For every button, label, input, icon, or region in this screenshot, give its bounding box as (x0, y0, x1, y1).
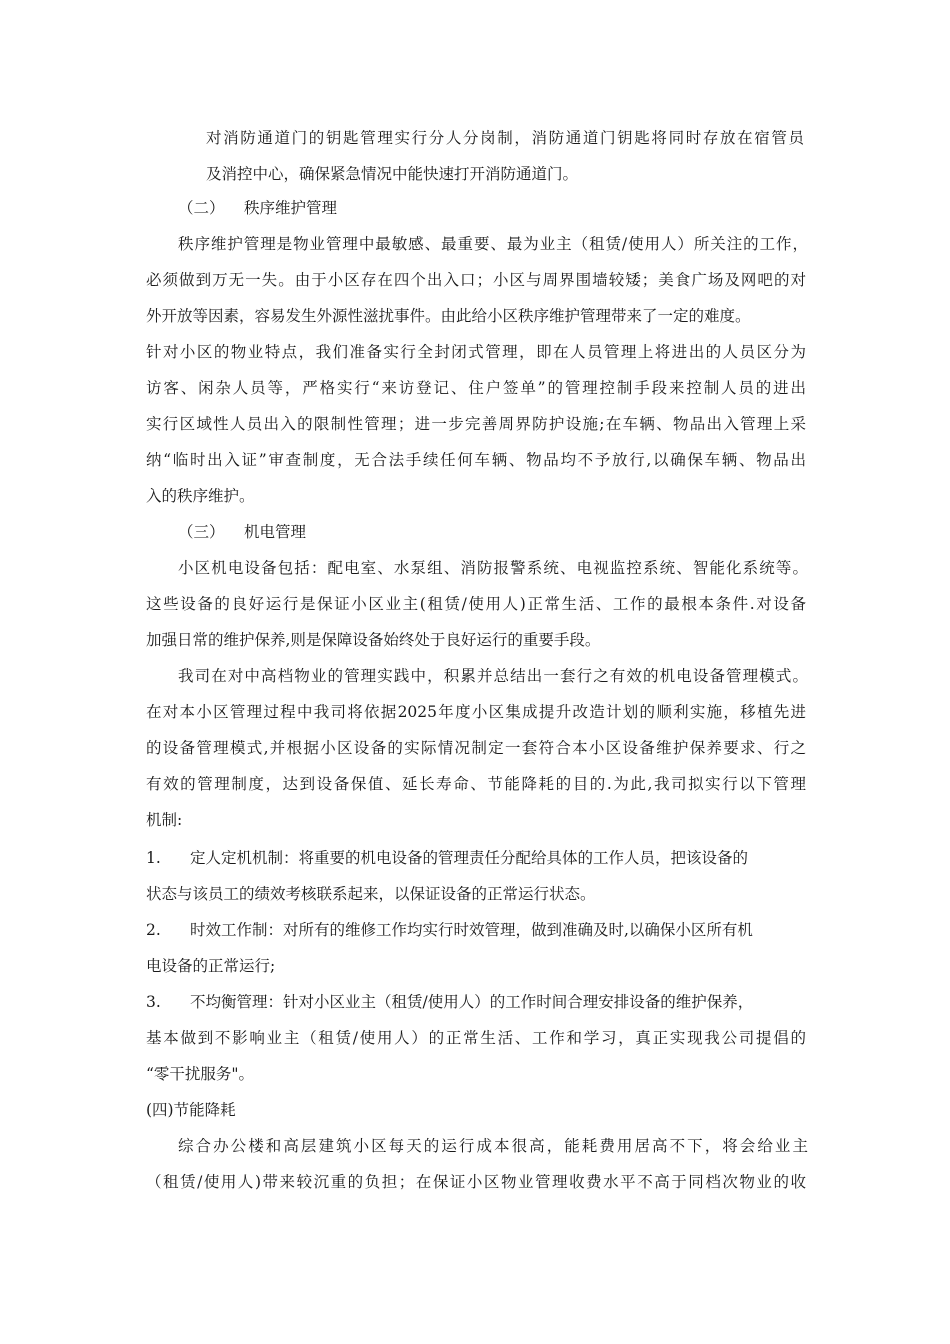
body-line: 在对本小区管理过程中我司将依据2025年度小区集成提升改造计划的顺利实施，移植先进 (146, 703, 806, 721)
body-line: 访客、闲杂人员等，严格实行“来访登记、住户签单”的管理控制手段来控制人员的进出 (146, 379, 806, 397)
list-text: 定人定机机制：将重要的机电设备的管理责任分配给具体的工作人员，把该设备的 (190, 849, 749, 867)
body-line: 我司在对中高档物业的管理实践中，积累并总结出一套行之有效的机电设备管理模式。 (178, 667, 808, 685)
body-line: 纳“临时出入证”审查制度，无合法手续任何车辆、物品均不予放行,以确保车辆、物品出 (146, 451, 806, 469)
body-line: 必须做到万无一失。由于小区存在四个出入口；小区与周界围墙较矮；美食广场及网吧的对 (146, 271, 806, 289)
section-heading-2 (178, 198, 337, 218)
section-heading-3 (178, 522, 306, 542)
body-line: 及消控中心，确保紧急情况中能快速打开消防通道门。 (206, 165, 579, 183)
body-line: 加强日常的维护保养,则是保障设备始终处于良好运行的重要手段。 (146, 631, 601, 649)
section-title: 机电管理 (244, 523, 307, 541)
list-text: 不均衡管理：针对小区业主（租赁/使用人）的工作时间合理安排设备的维护保养， (190, 993, 754, 1011)
list-item-3 (146, 992, 806, 1012)
list-number: 2. (146, 921, 161, 939)
body-line: 对消防通道门的钥匙管理实行分人分岗制，消防通道门钥匙将同时存放在宿管员 (206, 129, 804, 147)
section-number: （三） (178, 523, 225, 541)
section-title: 秩序维护管理 (244, 199, 338, 217)
list-item-1 (146, 848, 806, 868)
body-line: 综合办公楼和高层建筑小区每天的运行成本很高，能耗费用居高不下，将会给业主 (178, 1137, 808, 1155)
body-line: 的设备管理模式,并根据小区设备的实际情况制定一套符合本小区设备维护保养要求、行之 (146, 739, 806, 757)
body-line: 这些设备的良好运行是保证小区业主(租赁/使用人)正常生活、工作的最根本条件.对设备 (146, 595, 806, 613)
body-line: 机制: (146, 811, 183, 829)
body-line: 秩序维护管理是物业管理中最敏感、最重要、最为业主（租赁/使用人）所关注的工作， (178, 235, 808, 253)
body-line: 实行区域性人员出入的限制性管理；进一步完善周界防护设施;在车辆、物品出入管理上采 (146, 415, 806, 433)
body-line: 电设备的正常运行; (146, 957, 276, 975)
list-number: 3. (146, 993, 161, 1011)
body-line: 状态与该员工的绩效考核联系起来，以保证设备的正常运行状态。 (146, 885, 596, 903)
body-line: （租赁/使用人)带来较沉重的负担；在保证小区物业管理收费水平不高于同档次物业的收 (146, 1173, 806, 1191)
body-line: 外开放等因素，容易发生外源性滋扰事件。由此给小区秩序维护管理带来了一定的难度。 (146, 307, 751, 325)
body-line: 入的秩序维护。 (146, 487, 255, 505)
section-heading-4: (四)节能降耗 (146, 1101, 236, 1119)
body-line: “零干扰服务"。 (146, 1065, 255, 1083)
list-item-2 (146, 920, 806, 940)
list-number: 1. (146, 849, 161, 867)
body-line: 小区机电设备包括：配电室、水泵组、消防报警系统、电视监控系统、智能化系统等。 (178, 559, 808, 577)
body-line: 基本做到不影响业主（租赁/使用人）的正常生活、工作和学习，真正实现我公司提倡的 (146, 1029, 806, 1047)
body-line: 有效的管理制度，达到设备保值、延长寿命、节能降耗的目的.为此,我司拟实行以下管理 (146, 775, 806, 793)
list-text: 时效工作制：对所有的维修工作均实行时效管理，做到准确及时,以确保小区所有机 (190, 921, 753, 939)
body-line: 针对小区的物业特点，我们准备实行全封闭式管理，即在人员管理上将进出的人员区分为 (146, 343, 806, 361)
section-number: （二） (178, 199, 225, 217)
